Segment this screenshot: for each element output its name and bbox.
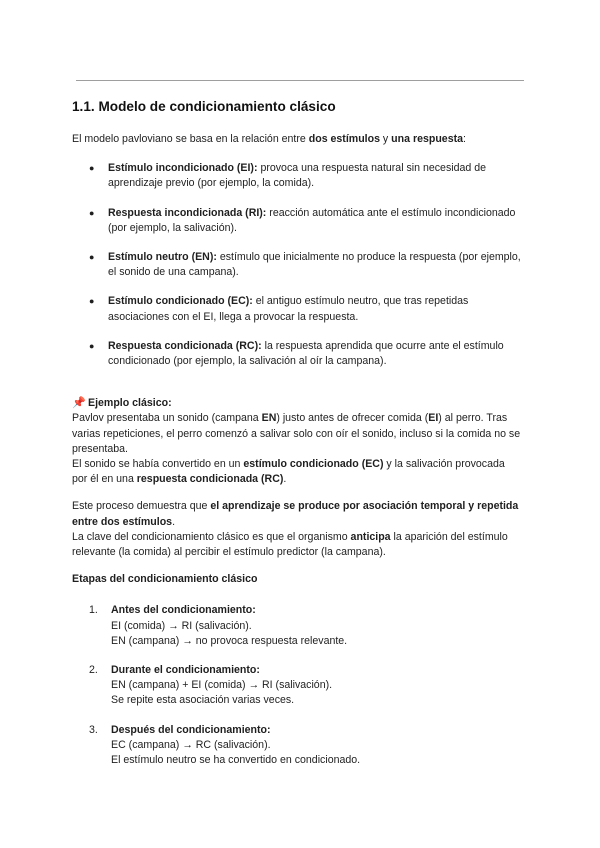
definitions-list — [72, 161, 522, 369]
intro-paragraph: El modelo pavloviano se basa en la relación entre dos estímulos y una respuesta: — [72, 133, 466, 145]
stage-title: Después del condicionamiento: — [111, 723, 271, 736]
example-paragraph-1: Pavlov presentaba un sonido (campana EN) justo antes de ofrecer comida (EI) al perro. Tras varias repeticiones, el perro comenzó a salivar solo con oír el sonido, incluso si la comida no se presentaba. — [72, 412, 521, 455]
document-content — [72, 98, 522, 782]
definition-desc: reacción automática ante el estímulo incondicionado (por ejemplo, la salivación). — [108, 206, 516, 234]
definition-term: Estímulo neutro (EN): — [108, 251, 217, 264]
conclusion-paragraph-2: La clave del condicionamiento clásico es que el organismo anticipa la aparición del estímulo relevante (la comida) al percibir el estímulo predictor (la campana). — [72, 530, 508, 559]
definition-item — [72, 294, 522, 324]
definition-desc: provoca una respuesta natural sin necesidad de aprendizaje previo (por ejemplo, la comida). — [108, 162, 487, 190]
conclusion-paragraph-1: Este proceso demuestra que el aprendizaje se produce por asociación temporal y repetida entre dos estímulos. — [72, 500, 519, 528]
section-heading: 1.1. Modelo de condicionamiento clásico — [72, 99, 336, 114]
definition-term: Estímulo incondicionado (EI): — [108, 162, 258, 175]
bullet-icon: ● — [89, 207, 95, 218]
definition-term: Estímulo condicionado (EC): — [108, 295, 253, 308]
definition-desc: la respuesta aprendida que ocurre ante el estímulo condicionado (por ejemplo, la salivación al oír la campana). — [108, 339, 504, 368]
bullet-icon: ● — [89, 252, 95, 263]
stage-line: EN (campana) → no provoca respuesta relevante. — [111, 634, 348, 647]
stages-heading: Etapas del condicionamiento clásico — [72, 573, 258, 586]
example-block — [72, 396, 522, 487]
stage-item — [72, 663, 522, 709]
definition-desc: estímulo que inicialmente no produce la respuesta (por ejemplo, el sonido de una campana). — [108, 251, 521, 279]
bullet-icon: ● — [89, 163, 95, 174]
stage-number: 3. — [89, 723, 98, 736]
bullet-icon: ● — [89, 340, 95, 351]
stage-number: 1. — [89, 604, 98, 617]
stage-title: Durante el condicionamiento: — [111, 664, 260, 677]
bullet-icon: ● — [89, 296, 95, 307]
stage-line: EI (comida) → RI (salivación). — [111, 619, 252, 632]
definition-item — [72, 161, 522, 191]
stage-title: Antes del condicionamiento: — [111, 604, 256, 617]
stage-line: EC (campana) → RC (salivación). — [111, 738, 271, 751]
stage-item — [72, 603, 522, 649]
definition-item — [72, 339, 522, 369]
stage-line: El estímulo neutro se ha convertido en condicionado. — [111, 754, 361, 767]
conclusion-block — [72, 499, 522, 560]
definition-item — [72, 206, 522, 236]
example-paragraph-2: El sonido se había convertido en un estímulo condicionado (EC) y la salivación provocada por él en una respuesta condicionada (RC). — [72, 458, 505, 486]
horizontal-rule — [76, 80, 524, 81]
stage-line: Se repite esta asociación varias veces. — [111, 694, 295, 707]
definition-desc: el antiguo estímulo neutro, que tras repetidas asociaciones con el EI, llega a provocar la respuesta. — [108, 295, 469, 323]
pushpin-icon: 📌 — [72, 397, 86, 410]
definition-term: Respuesta incondicionada (RI): — [108, 206, 267, 219]
example-title: 📌 Ejemplo clásico: — [72, 396, 522, 411]
definition-term: Respuesta condicionada (RC): — [108, 339, 262, 352]
stage-line: EN (campana) + EI (comida) → RI (salivación). — [111, 679, 333, 692]
stages-list — [72, 603, 522, 768]
stage-number: 2. — [89, 664, 98, 677]
stage-item — [72, 723, 522, 769]
definition-item — [72, 250, 522, 280]
